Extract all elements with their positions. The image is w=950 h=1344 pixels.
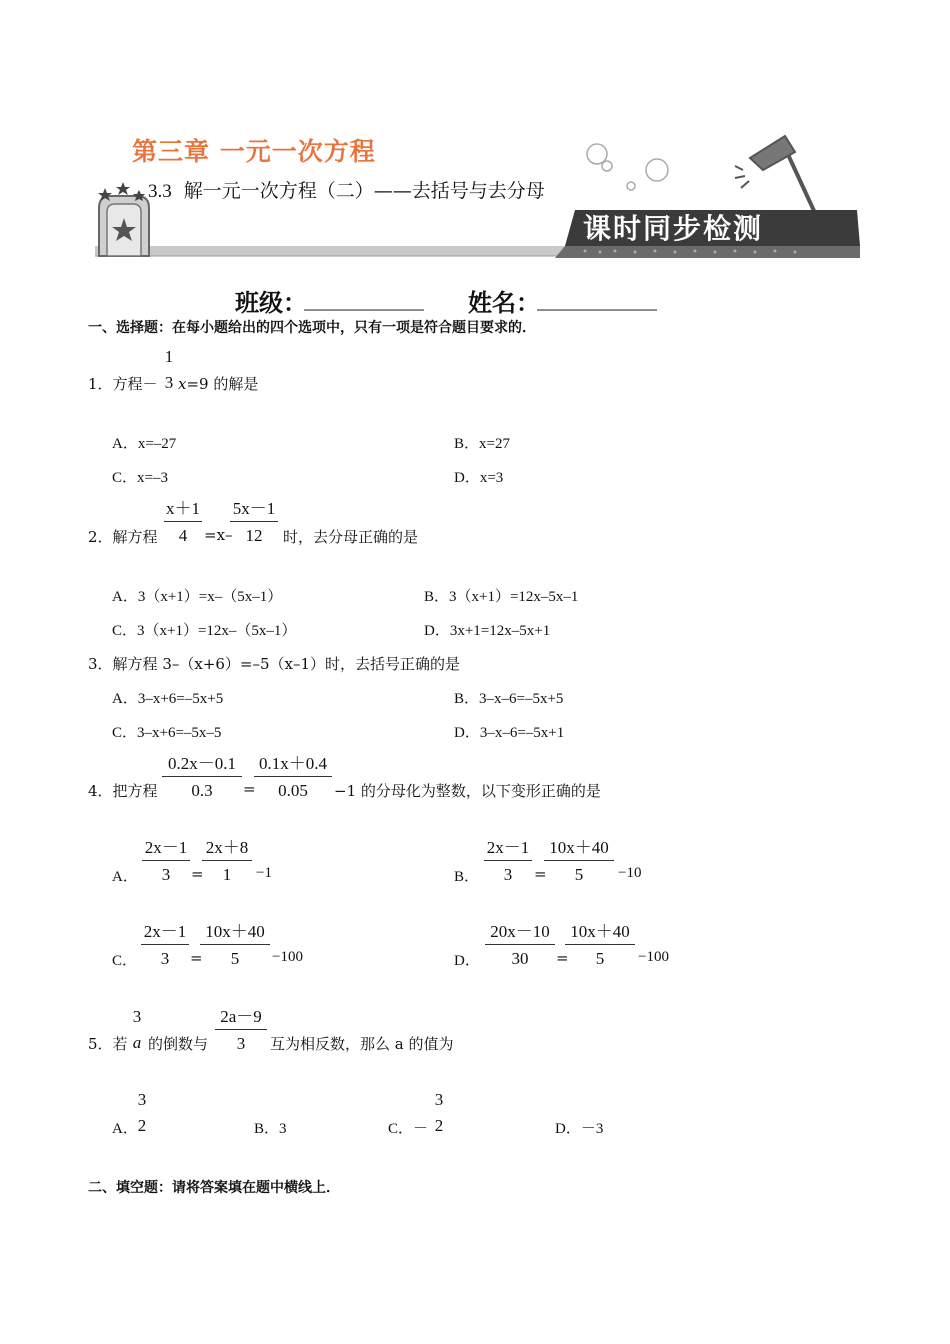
q3-stem: [88, 653, 460, 674]
banner-label: 课时同步检测: [583, 212, 764, 245]
q4-option-b-frac1: [484, 838, 532, 885]
class-field[interactable]: __________: [304, 283, 424, 311]
q3-option-b[interactable]: B．3–x–6=–5x+5: [454, 691, 564, 707]
q5-option-b[interactable]: B．3: [254, 1121, 287, 1137]
q4-option-c-label[interactable]: C．: [112, 953, 138, 969]
q5-number: 5．: [88, 1035, 113, 1053]
q5-option-d[interactable]: D．－3: [555, 1121, 604, 1137]
q5a-num: 3: [137, 1090, 147, 1109]
q1-prefix-text: 方程－: [112, 375, 158, 393]
q4c-f1-num: 2x－1: [143, 922, 187, 941]
q5-middle: 的倒数与: [148, 1035, 209, 1053]
q2-number: 2．: [88, 528, 113, 546]
q5a-den: 2: [137, 1116, 147, 1135]
q1-number: 1．: [88, 375, 113, 393]
q4d-f2-num: 10x＋40: [570, 922, 630, 941]
name-label: 姓名：: [468, 288, 540, 317]
q4-suffix: −1 的分母化为整数，以下变形正确的是: [334, 782, 601, 800]
q4-frac1-den: 0.3: [191, 781, 213, 800]
q4a-f1-den: 3: [161, 865, 171, 884]
q1-frac-num: 1: [164, 347, 174, 366]
q4-option-a-frac2: [202, 838, 252, 885]
q4-option-b-tail: −10: [618, 865, 642, 881]
q4-frac1-num: 0.2x－0.1: [168, 754, 236, 773]
q4-frac2-num: 0.1x＋0.4: [259, 754, 327, 773]
q5-suffix: 互为相反数，那么 a 的值为: [270, 1035, 454, 1053]
q4b-f1-num: 2x－1: [486, 838, 530, 857]
q4-equals: =: [243, 780, 256, 798]
name-field[interactable]: __________: [537, 283, 657, 311]
q4-option-d-label[interactable]: D．: [454, 953, 480, 969]
q4b-f1-den: 3: [503, 865, 513, 884]
q4-prefix-text: 把方程: [112, 782, 158, 800]
q5c-num: 3: [434, 1090, 444, 1109]
q5-prefix: [88, 1033, 128, 1054]
q5-option-a-label[interactable]: A．: [112, 1121, 138, 1137]
q4b-f2-num: 10x＋40: [549, 838, 609, 857]
q2-suffix: 时，去分母正确的是: [283, 528, 419, 546]
q1-suffix: [178, 373, 258, 394]
q5-frac1-num: 3: [132, 1007, 142, 1026]
q5-option-c-label[interactable]: C．－: [388, 1121, 429, 1137]
q5-prefix-text: 若: [112, 1035, 128, 1053]
q5-fraction-2: [215, 1007, 267, 1054]
q4-prefix: [88, 780, 158, 801]
q4-option-d-frac2: [565, 922, 635, 969]
q4d-f2-den: 5: [595, 949, 605, 968]
q3-option-a[interactable]: A．3–x+6=–5x+5: [112, 691, 224, 707]
q2-prefix-text: 解方程: [112, 528, 158, 546]
q1-fraction: [162, 347, 176, 393]
q2-frac1-num: x＋1: [166, 499, 200, 518]
q4-option-d-eq: =: [556, 949, 569, 967]
q2-option-b[interactable]: B．3（x+1）=12x–5x–1: [424, 589, 579, 605]
q2-option-c[interactable]: C．3（x+1）=12x–（5x–1）: [112, 623, 297, 639]
q5c-den: 2: [434, 1116, 444, 1135]
q4-option-a-label[interactable]: A．: [112, 869, 138, 885]
class-label: 班级：: [235, 288, 307, 317]
q4d-f1-den: 30: [511, 949, 529, 968]
q3-number: 3．: [88, 655, 113, 673]
school-star-icon: [98, 182, 149, 256]
q3-text: 解方程 3–（x+6）=–5（x–1）时，去括号正确的是: [112, 655, 461, 673]
q1-option-d[interactable]: D．x=3: [454, 470, 504, 486]
q5-frac2-den: 3: [236, 1034, 246, 1053]
q4-option-a-frac1: [142, 838, 190, 885]
q2-option-a[interactable]: A．3（x+1）=x–（5x–1）: [112, 589, 283, 605]
q4-option-d-frac1: [485, 922, 555, 969]
q1-prefix: [88, 373, 158, 394]
q5-frac1-den: a: [132, 1033, 142, 1052]
chapter-title: 第三章 一元一次方程: [132, 137, 376, 166]
q4c-f1-den: 3: [160, 949, 170, 968]
q1-option-b[interactable]: B．x=27: [454, 436, 510, 452]
q4b-f2-den: 5: [574, 865, 584, 884]
q4-option-b-eq: =: [534, 865, 547, 883]
section-title-text: 解一元一次方程（二）——去括号与去分母: [183, 180, 545, 202]
q4-fraction-2: [254, 754, 332, 801]
q5-frac2-num: 2a－9: [220, 1007, 262, 1026]
q2-fraction-2: [230, 499, 278, 546]
q4c-f2-num: 10x＋40: [205, 922, 265, 941]
q1-option-a[interactable]: A．x=–27: [112, 436, 177, 452]
q2-middle: =x–: [204, 526, 233, 544]
section2-heading: 二、填空题：请将答案填在题中横线上．: [88, 1180, 340, 1196]
section-title: [148, 176, 545, 203]
q4-option-c-frac2: [200, 922, 270, 969]
q2-fraction-1: [164, 499, 202, 546]
q4-option-c-frac1: [141, 922, 189, 969]
q4-number: 4．: [88, 782, 113, 800]
q4-fraction-1: [162, 754, 242, 801]
q5-option-a-frac: [134, 1090, 150, 1136]
q4-option-c-eq: =: [190, 949, 203, 967]
q3-option-d[interactable]: D．3–x–6=–5x+1: [454, 725, 565, 741]
q2-option-d[interactable]: D．3x+1=12x–5x+1: [424, 623, 551, 639]
q4d-f1-num: 20x－10: [490, 922, 550, 941]
q5-fraction-1: [128, 1007, 146, 1053]
q4-option-d-tail: −100: [638, 949, 669, 965]
q2-frac2-num: 5x－1: [232, 499, 276, 518]
q4-option-c-tail: −100: [272, 949, 303, 965]
q1-frac-den: 3: [164, 373, 174, 392]
q5-option-c-frac: [431, 1090, 447, 1136]
q3-option-c[interactable]: C．3–x+6=–5x–5: [112, 725, 222, 741]
q4-frac2-den: 0.05: [278, 781, 308, 800]
q2-prefix: [88, 526, 158, 547]
bubbles-decoration: [587, 144, 668, 190]
q4-option-a-eq: =: [191, 865, 204, 883]
q1-option-c[interactable]: C．x=–3: [112, 470, 168, 486]
q2-frac1-den: 4: [178, 526, 188, 545]
q1-var: x: [178, 375, 187, 393]
q4-option-b-frac2: [544, 838, 614, 885]
section1-heading: 一、选择题：在每小题给出的四个选项中，只有一项是符合题目要求的．: [88, 320, 536, 336]
section-number: 3.3: [148, 181, 172, 202]
q4a-f2-den: 1: [222, 865, 232, 884]
q4-option-b-label[interactable]: B．: [454, 869, 480, 885]
q4a-f1-num: 2x－1: [144, 838, 188, 857]
q1-suffix-text: =9 的解是: [186, 375, 259, 393]
q4-option-a-tail: −1: [256, 865, 272, 881]
q4a-f2-num: 2x＋8: [205, 838, 249, 857]
q4c-f2-den: 5: [230, 949, 240, 968]
q2-frac2-den: 12: [245, 526, 263, 545]
